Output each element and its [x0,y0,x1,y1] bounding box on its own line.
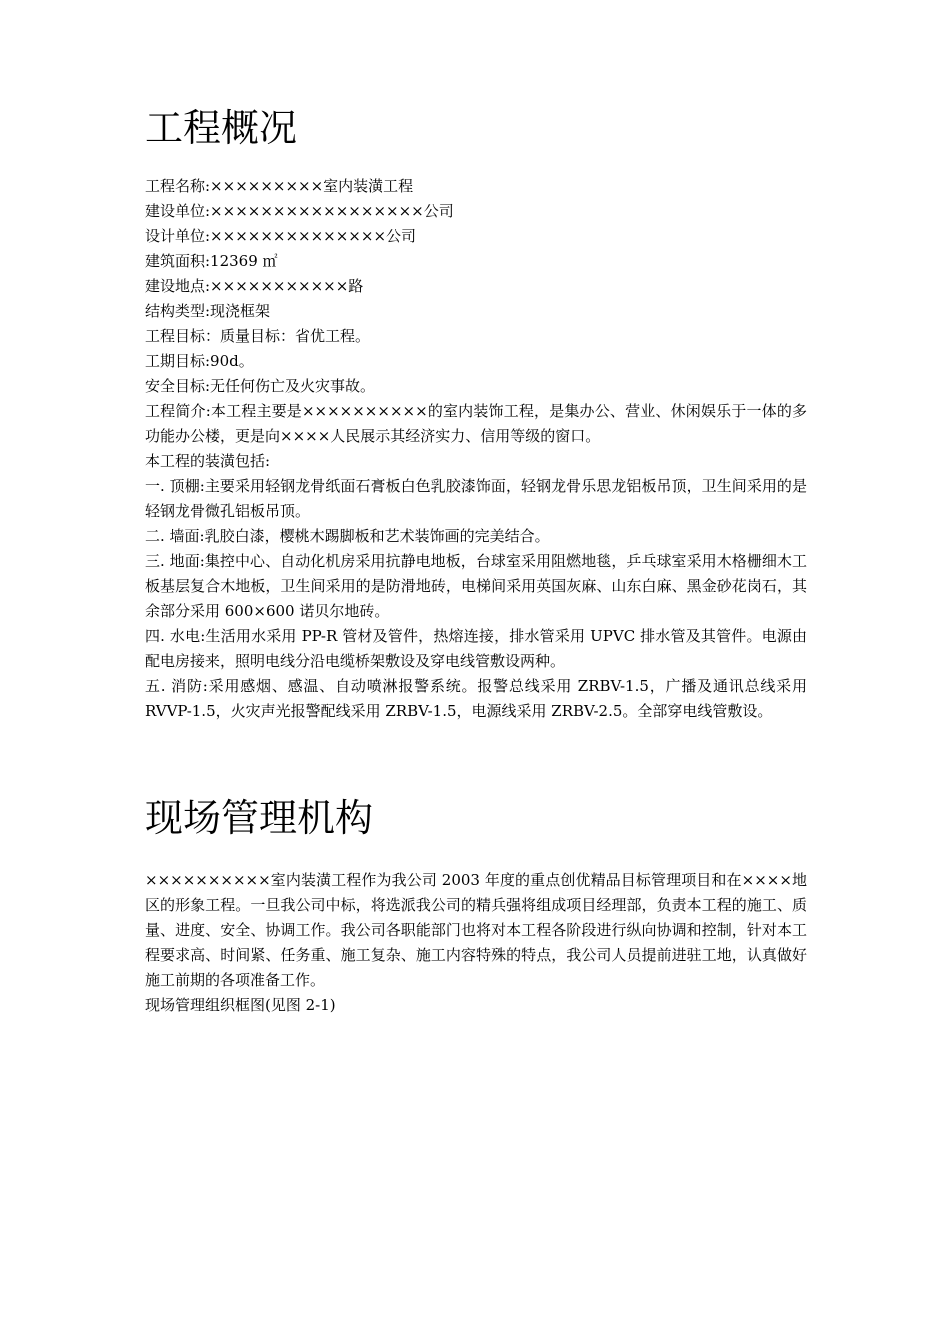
paragraph-schedule-target: 工期目标:90d。 [145,352,254,370]
paragraph-plumbing-electrical: 四. 水电:生活用水采用 PP-R 管材及管件，热熔连接，排水管采用 UPVC 排水管及其管件。电源由配电房接来，照明电线分沿电缆桥架敷设及穿电线管敷设两种。 [145,627,807,670]
paragraph-management-intro: ××××××××××室内装潢工程作为我公司 2003 年度的重点创优精品目标管理项目和在××××地区的形象工程。一旦我公司中标，将选派我公司的精兵强将组成项目经理部，负责本工程的施工、质量、进度、安全、协调工作。我公司各职能部门也将对本工程各阶段进行纵向协调和控制，针对本工程要求高、时间紧、任务重、施工复杂、施工内容特殊的特点，我公司人员提前进驻工地，认真做好施工前期的各项准备工作。 [145,871,807,989]
paragraph-structure-type: 结构类型:现浇框架 [145,302,271,320]
section-project-overview [145,104,807,724]
paragraph-project-name: 工程名称:×××××××××室内装潢工程 [145,177,414,195]
paragraph-ceiling: 一. 顶棚:主要采用轻钢龙骨纸面石膏板白色乳胶漆饰面，轻钢龙骨乐思龙铝板吊顶，卫生间采用的是轻钢龙骨微孔铝板吊顶。 [145,477,807,520]
paragraph-fire-protection: 五. 消防:采用感烟、感温、自动喷淋报警系统。报警总线采用 ZRBV-1.5，广播及通讯总线采用 RVVP-1.5，火灾声光报警配线采用 ZRBV-1.5，电源线采用 ZRBV-2.5。全部穿电线管敷设。 [145,677,807,720]
paragraph-walls: 二. 墙面:乳胶白漆，樱桃木踢脚板和艺术装饰画的完美结合。 [145,527,550,545]
document-content [145,104,807,1014]
paragraph-org-chart-reference: 现场管理组织框图(见图 2-1) [145,996,336,1014]
paragraph-floor-area: 建筑面积:12369 ㎡ [145,252,278,270]
paragraph-scope-heading: 本工程的装潢包括: [145,452,271,470]
section-site-management [145,794,807,1018]
paragraph-designer: 设计单位:××××××××××××××公司 [145,227,417,245]
paragraph-quality-target: 工程目标：质量目标：省优工程。 [145,327,371,345]
paragraph-client: 建设单位:×××××××××××××××××公司 [145,202,454,220]
paragraph-floors: 三. 地面:集控中心、自动化机房采用抗静电地板，台球室采用阻燃地毯，乒乓球室采用木格栅细木工板基层复合木地板，卫生间采用的是防滑地砖，电梯间采用英国灰麻、山东白麻、黑金砂花岗石，其余部分采用 600×600 诺贝尔地砖。 [145,552,807,620]
section-body [145,868,807,1018]
section-body [145,174,807,724]
section-title: 工程概况 [145,106,298,150]
paragraph-project-intro: 工程简介:本工程主要是××××××××××的室内装饰工程，是集办公、营业、休闲娱乐于一体的多功能办公楼，更是向××××人民展示其经济实力、信用等级的窗口。 [145,402,807,445]
paragraph-safety-target: 安全目标:无任何伤亡及火灾事故。 [145,377,376,395]
paragraph-location: 建设地点:×××××××××××路 [145,277,364,295]
section-title: 现场管理机构 [145,796,374,840]
